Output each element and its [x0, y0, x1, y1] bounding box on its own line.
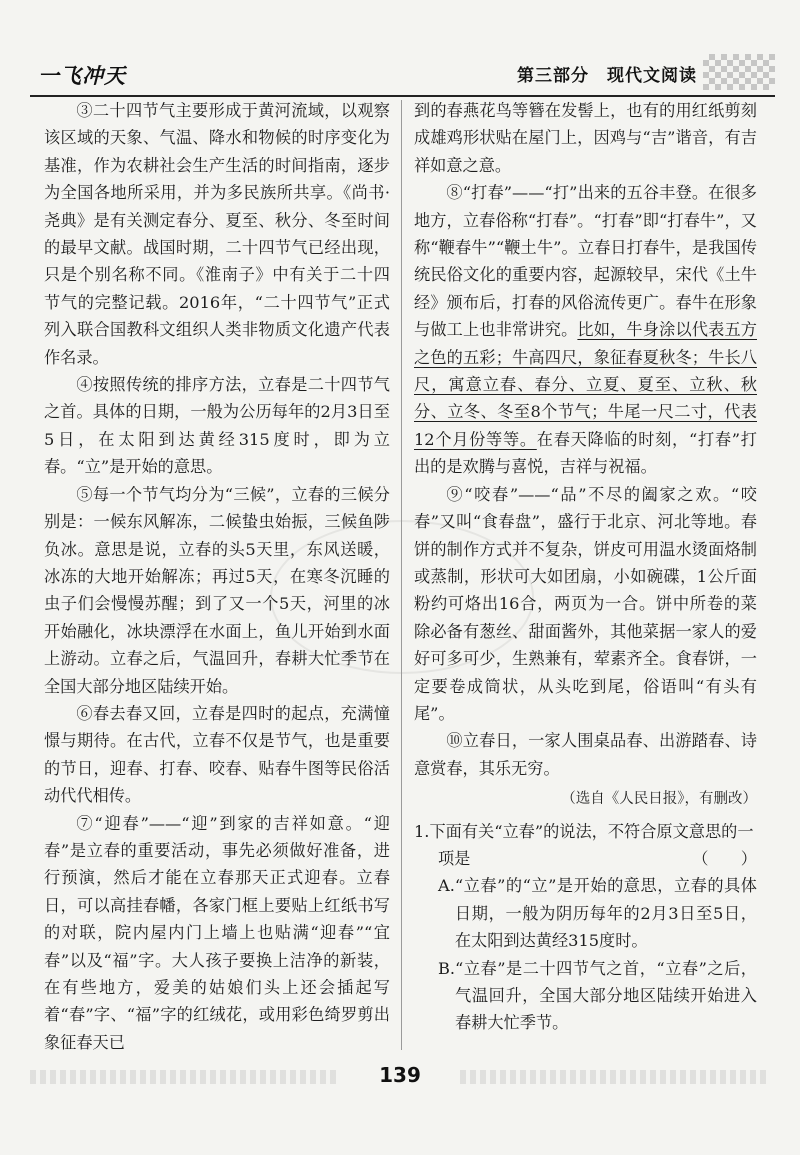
paragraph-7-continued: 到的春燕花鸟等簪在发髻上，也有的用红纸剪刻成雄鸡形状贴在屋门上，因鸡与“吉”谐音，有吉祥如意之意。 — [414, 101, 757, 175]
option-a-label: A. — [438, 876, 455, 896]
section-title: 第三部分 现代文阅读 — [517, 66, 697, 86]
page-header — [30, 50, 775, 94]
option-b-label: B. — [438, 958, 456, 978]
paragraph-3: ③二十四节气主要形成于黄河流域，以观察该区域的天象、气温、降水和物候的时序变化为基准，作为农耕社会生产生活的时间指南，逐步为全国各地所采用，并为多民族所共享。《尚书·尧典》是有关测定春分、夏至、秋分、冬至时间的最早文献。战国时期，二十四节气已经出现，只是个别名称不同。《淮南子》中有关于二十四节气的完整记载。2016年，“二十四节气”正式列入联合国教科文组织人类非物质文化遗产代表作名录。 — [44, 101, 390, 367]
question-stem-line1: 1.下面有关“立春”的说法，不符合原文意思的一 — [414, 821, 754, 841]
paragraph-8-intro: ⑧“打春”——“打”出来的五谷丰登。在很多地方，立春俗称“打春”。“打春”即“打春牛”，又称“鞭春牛”“鞭土牛”。立春日打春牛，是我国传统民俗文化的重要内容，起源较早，宋代《土牛经》颁布后，打春的风俗流传更广。春牛在形象与做工上也非常讲究。 — [414, 183, 757, 340]
paragraph-6: ⑥春去春又回，立春是四时的起点，充满憧憬与期待。在古代，立春不仅是节气，也是重要的节日，迎春、打春、咬春、贴春牛图等民俗活动代代相传。 — [44, 703, 390, 806]
left-column — [44, 97, 390, 1056]
underlined-sentence: 比如，牛身涂以代表五方之色的五彩；牛高四尺，象征春夏秋冬；牛长八尺，寓意立春、春分、立夏、夏至、立秋、秋分、立冬、冬至8个节气；牛尾一尺二寸，代表12个月份等等。 — [414, 320, 757, 449]
paragraph-9: ⑨“咬春”——“品”不尽的阖家之欢。“咬春”又叫“食春盘”，盛行于北京、河北等地。春饼的制作方式并不复杂，饼皮可用温水烫面烙制或蒸制，形状可大如团扇，小如碗碟，1公斤面粉约可烙出16合，两页为一合。饼中所卷的菜除必备有葱丝、甜面酱外，其他菜据一家人的爱好可多可少，生熟兼有，荤素齐全。食春饼，一定要卷成筒状，从头吃到尾，俗语叫“有头有尾”。 — [414, 484, 757, 723]
question-stem-end: 项是 — [438, 848, 471, 868]
page-number: 139 — [379, 1063, 421, 1087]
paragraph-8 — [414, 179, 757, 480]
right-column — [414, 97, 757, 1037]
source-citation: （选自《人民日报》，有删改） — [561, 791, 757, 808]
question-stem-line2 — [414, 845, 757, 872]
paragraph-5: ⑤每一个节气均分为“三候”，立春的三候分别是：一候东风解冻，二候蛰虫始振，三候鱼陟负冰。意思是说，立春的头5天里，东风送暖，冰冻的大地开始解冻；再过5天，在寒冬沉睡的虫子们会慢慢苏醒；到了又一个5天，河里的冰开始融化，冰块漂浮在水面上，鱼儿开始到水面上游动。立春之后，气温回升，春耕大忙季节在全国大部分地区陆续开始。 — [44, 484, 390, 696]
paragraph-10: ⑩立春日，一家人围桌品春、出游踏春、诗意赏春，其乐无穷。 — [414, 731, 757, 778]
decorative-pattern-icon — [703, 54, 775, 90]
option-b-text: “立春”是二十四节气之首，“立春”之后，气温回升，全国大部分地区陆续开始进入春耕大忙季节。 — [455, 958, 757, 1033]
question-1 — [414, 818, 757, 1037]
option-a-text: “立春”的“立”是开始的意思，立春的具体日期，一般为阴历每年的2月3日至5日，在太阳到达黄经315度时。 — [454, 876, 757, 951]
paragraph-4: ④按照传统的排序方法，立春是二十四节气之首。具体的日期，一般为公历每年的2月3日至5日，在太阳到达黄经315度时，即为立春。“立”是开始的意思。 — [44, 375, 390, 477]
brand-logo: 一飞冲天 — [38, 64, 126, 88]
paragraph-7: ⑦“迎春”——“迎”到家的吉祥如意。“迎春”是立春的重要活动，事先必须做好准备，进行预演，然后才能在立春那天正式迎春。立春日，可以高挂春幡，各家门框上要贴上红纸书写的对联，院内屋内门上墙上也贴满“迎春”“宜春”以及“福”字。大人孩子要换上洁净的新装，在有些地方，爱美的姑娘们头上还会插起写着“春”字、“福”字的红绒花，或用彩色绮罗剪出象征春天已 — [44, 813, 390, 1052]
column-divider — [401, 100, 402, 1050]
paragraph-8-ending: 在春天降临的时刻，“打春”打出的是欢腾与喜悦，吉祥与祝福。 — [414, 429, 757, 477]
answer-bracket: （ ） — [692, 848, 757, 868]
option-b — [414, 955, 757, 1037]
option-a — [414, 872, 757, 954]
